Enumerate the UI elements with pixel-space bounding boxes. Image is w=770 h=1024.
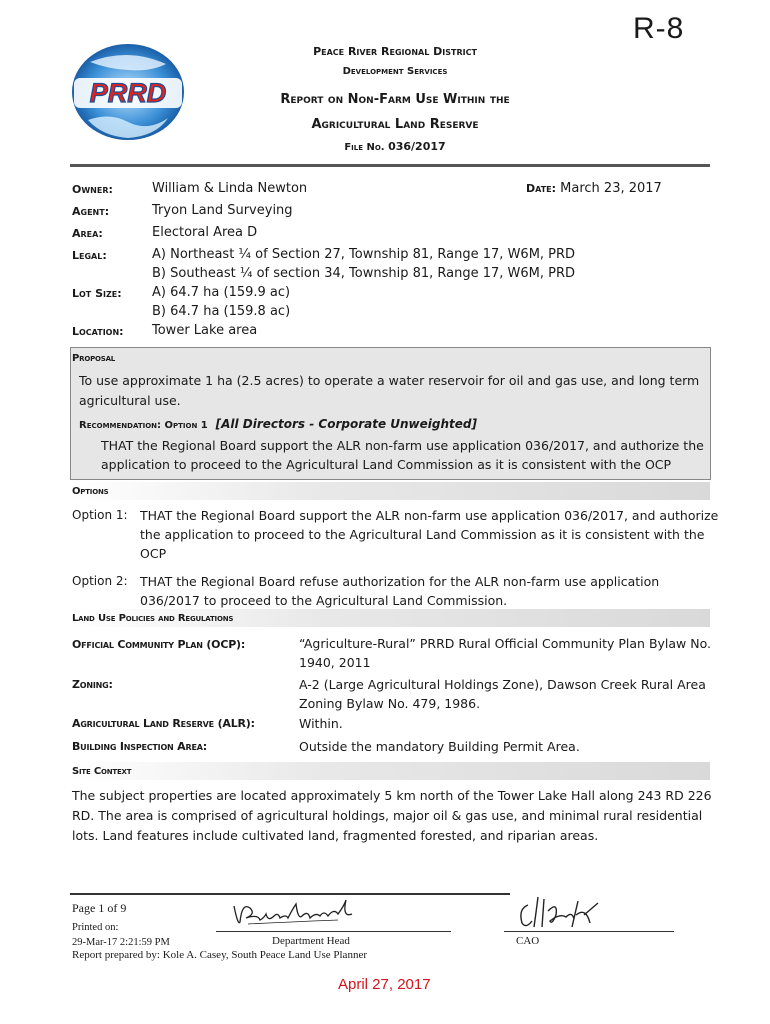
recommendation [79,417,477,431]
land-use-heading: Land Use Policies and Regulations [72,613,234,624]
org-name: Peace River Regional District [313,45,477,58]
owner-label: Owner: [72,183,113,196]
option2-line1: THAT the Regional Board refuse authorization for the ALR non-farm use application [140,574,660,589]
ocp-label: Official Community Plan (OCP): [72,638,246,651]
legal-label: Legal: [72,249,107,262]
header-divider [70,164,710,167]
proposal-line1: To use approximate 1 ha (2.5 acres) to operate a water reservoir for oil and gas use, and long term [79,373,700,388]
page-number: Page 1 of 9 [72,901,127,915]
agent-value: Tryon Land Surveying [152,203,293,218]
alr-value: Within. [299,716,343,731]
date-field [526,181,662,196]
svg-text:PRRD: PRRD [89,78,167,108]
date-value: March 23, 2017 [560,181,662,196]
site-context-heading: Site Context [72,766,132,777]
lot-size-label: Lot Size: [72,287,122,300]
building-inspection-label: Building Inspection Area: [72,740,207,753]
date-label: Date: [526,182,557,195]
footer-divider [70,893,510,895]
department-head-label: Department Head [272,935,350,947]
lot-size-b: B) 64.7 ha (159.8 ac) [152,304,291,319]
meeting-date-stamp: April 27, 2017 [338,976,431,993]
report-title-line1: Report on Non-Farm Use Within the [280,92,510,107]
zoning-line1: A-2 (Large Agricultural Holdings Zone), Dawson Creek Rural Area [299,677,706,692]
legal-value-b: B) Southeast ¼ of section 34, Township 81, Range 17, W6M, PRD [152,266,576,281]
cao-line [504,931,674,932]
site-context-bar [70,762,710,780]
department-head-line [216,931,451,932]
printed-date: 29-Mar-17 2:21:59 PM [72,937,170,948]
report-title-line2: Agricultural Land Reserve [311,117,479,132]
ocp-line1: “Agriculture-Rural” PRRD Rural Official Community Plan Bylaw No. [299,636,711,651]
proposal-line2: agricultural use. [79,393,181,408]
location-value: Tower Lake area [152,323,258,338]
options-heading: Options [72,486,109,497]
page-label: R-8 [633,12,685,45]
options-bar [70,482,710,500]
building-inspection-value: Outside the mandatory Building Permit Area. [299,739,580,754]
cao-label: CAO [516,935,540,947]
legal-value-a: A) Northeast ¼ of Section 27, Township 81, Range 17, W6M, PRD [152,247,576,262]
dept-name: Development Services [342,66,448,77]
ocp-line2: 1940, 2011 [299,655,371,670]
option2-line2: 036/2017 to proceed to the Agricultural Land Commission. [140,593,508,608]
location-label: Location: [72,325,124,338]
department-head-signature [228,896,358,932]
alr-label: Agricultural Land Reserve (ALR): [72,717,255,730]
site-line1: The subject properties are located approximately 5 km north of the Tower Lake Hall along 243 RD 226 [72,788,712,803]
area-value: Electoral Area D [152,225,258,240]
recommendation-line1: THAT the Regional Board support the ALR non-farm use application 036/2017, and authorize the [101,438,704,453]
proposal-heading: Proposal [72,353,116,364]
cao-signature [514,893,604,933]
recommendation-label: Recommendation: Option 1 [79,420,208,431]
option1-label: Option 1: [72,508,128,522]
option1-line1: THAT the Regional Board support the ALR non-farm use application 036/2017, and authorize [140,508,719,523]
recommendation-line2: application to proceed to the Agricultural Land Commission as it is consistent with the OCP [101,457,672,472]
recommendation-note: [All Directors - Corporate Unweighted] [215,417,477,431]
printed-on-label: Printed on: [72,922,119,933]
file-label: File No. [344,142,385,153]
option2-label: Option 2: [72,574,128,588]
zoning-label: Zoning: [72,678,113,691]
owner-value: William & Linda Newton [152,181,308,196]
option1-line2: the application to proceed to the Agricultural Land Commission as it is consistent with the [140,527,705,542]
site-line3: lots. Land features include cultivated land, fragmented forested, and riparian areas. [72,828,599,843]
file-number: 036/2017 [388,140,446,153]
zoning-line2: Zoning Bylaw No. 479, 1986. [299,696,481,711]
prepared-by: Report prepared by: Kole A. Casey, South Peace Land Use Planner [72,949,367,961]
area-label: Area: [72,227,103,240]
option1-line3: OCP [140,546,167,561]
agent-label: Agent: [72,205,110,218]
site-line2: RD. The area is comprised of agricultural holdings, major oil & gas use, and minimal rural residential [72,808,703,823]
lot-size-a: A) 64.7 ha (159.9 ac) [152,285,291,300]
